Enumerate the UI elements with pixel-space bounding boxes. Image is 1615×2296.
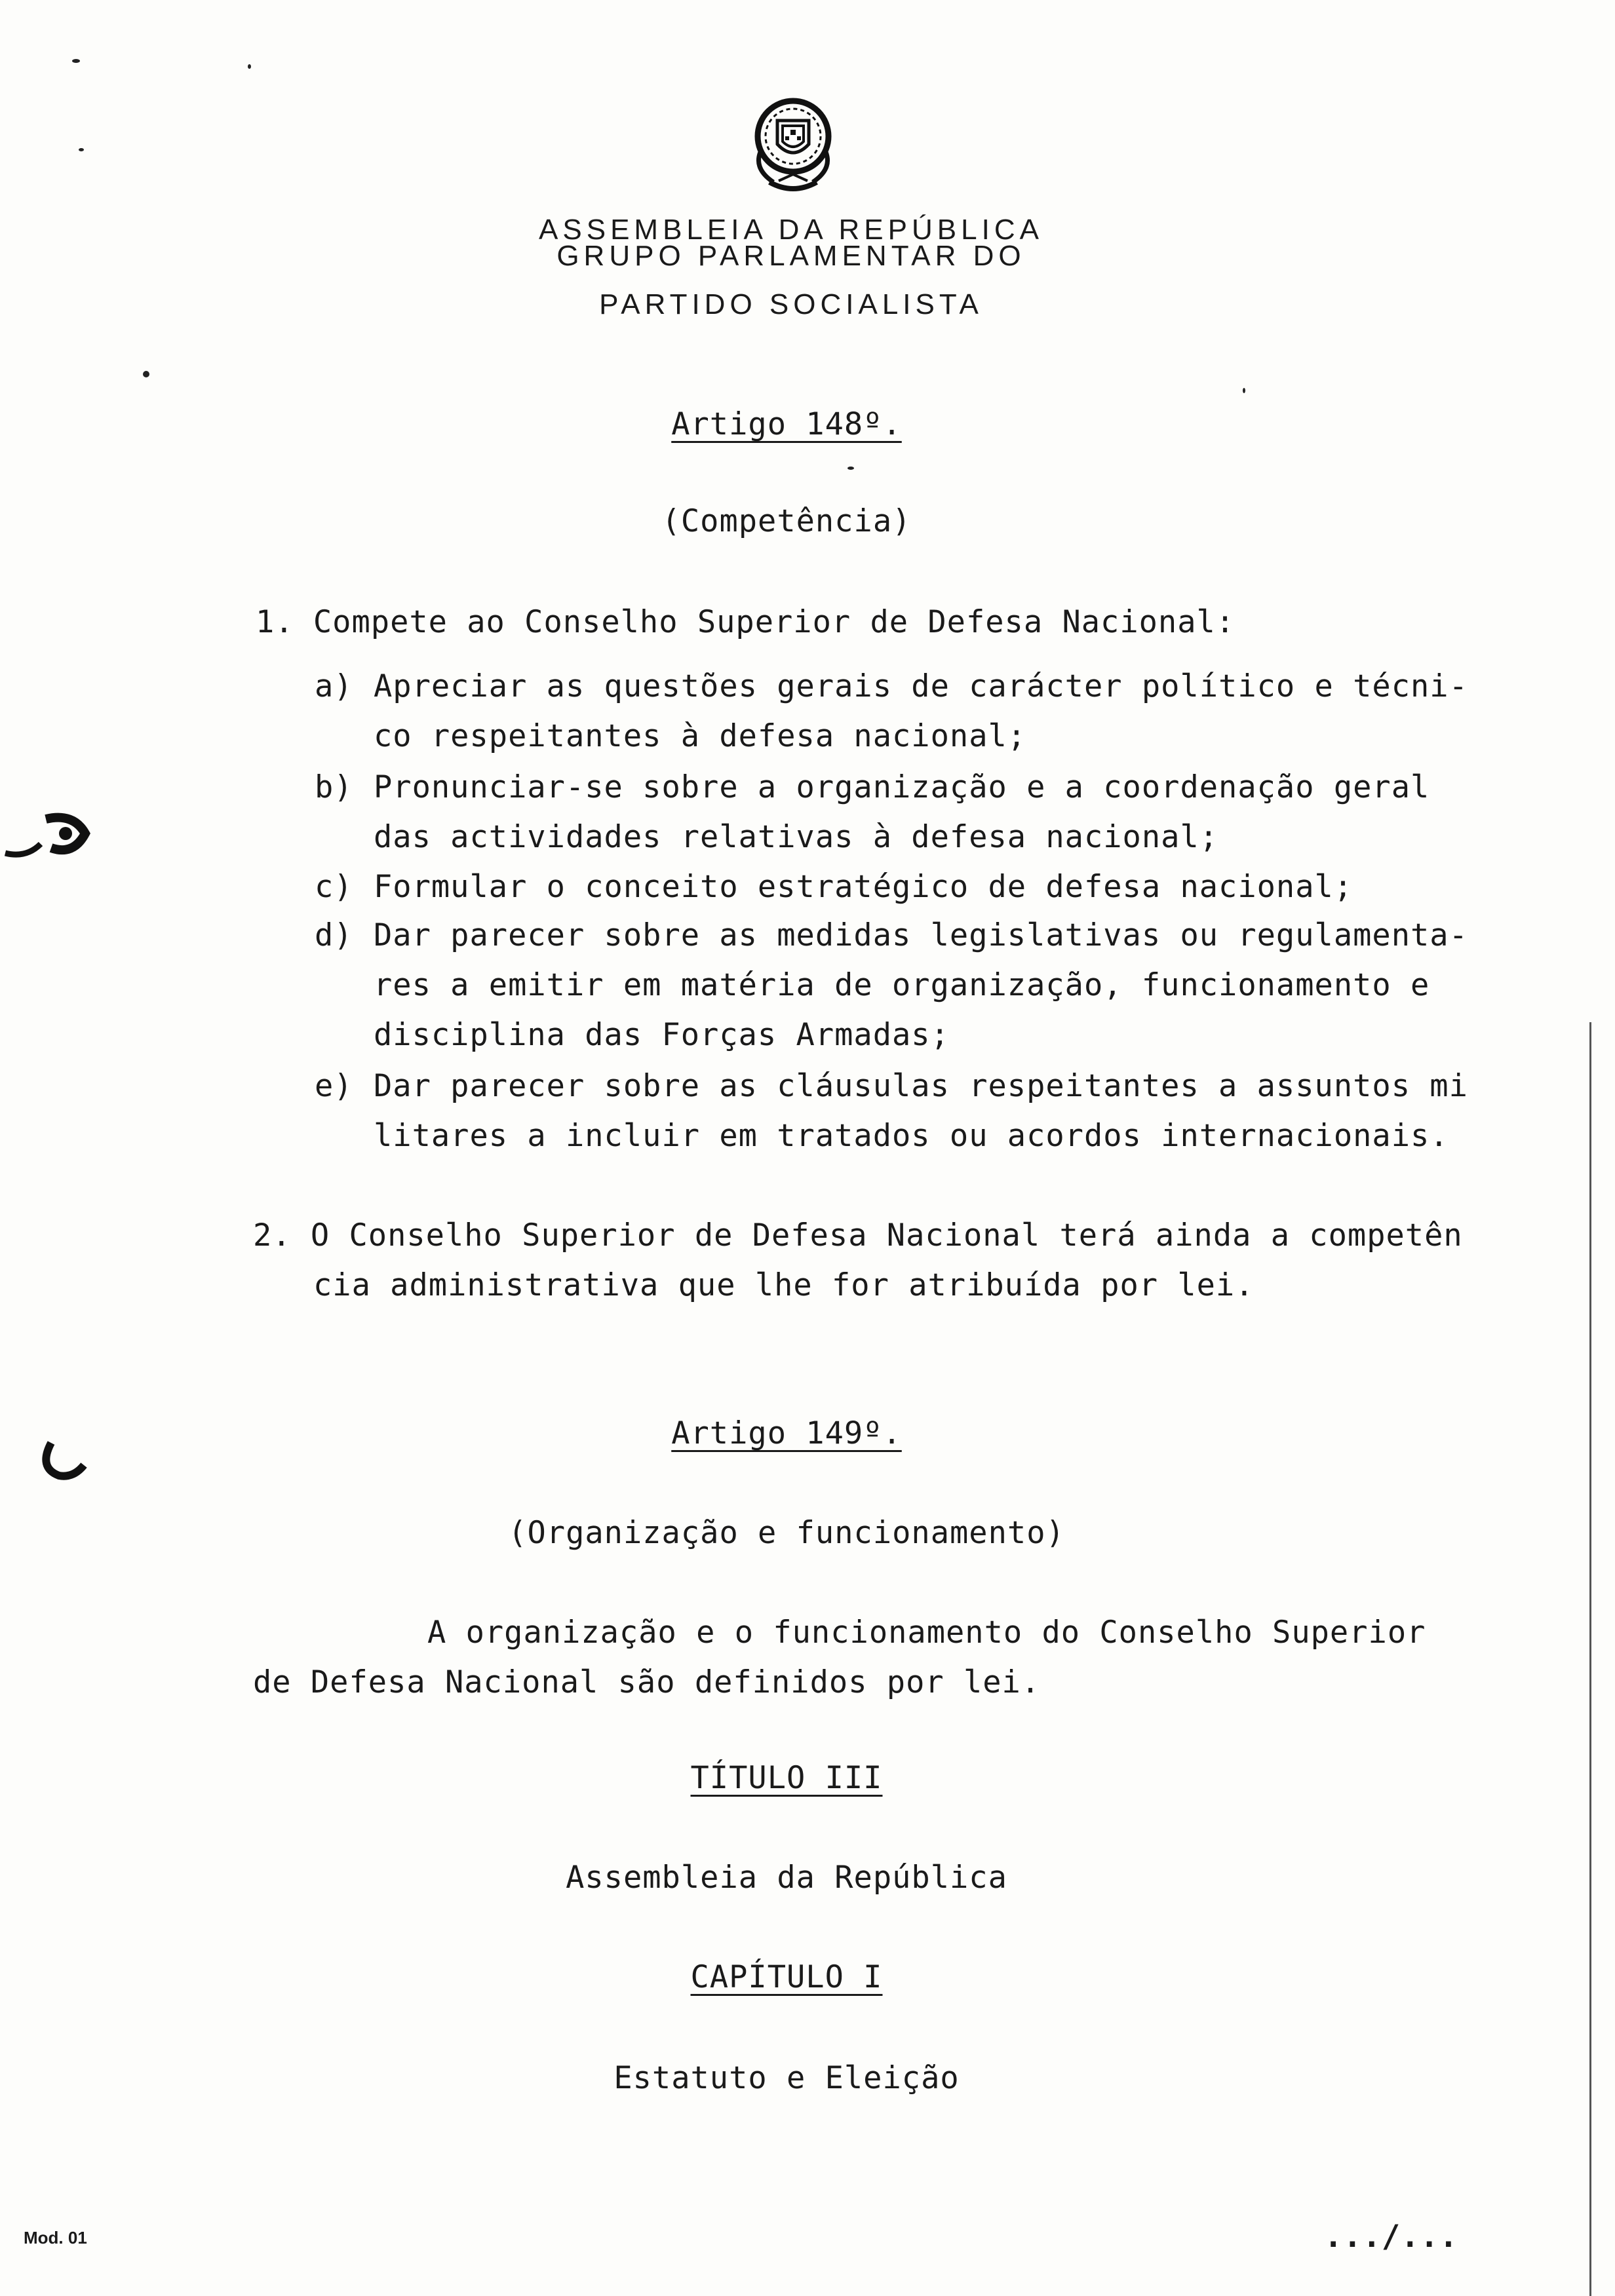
article-148-title: Artigo 148º. — [671, 406, 902, 442]
list-item-marker: a) — [315, 668, 353, 704]
list-item-d-line-1: Dar parecer sobre as medidas legislativas ou regulamenta- — [374, 917, 1468, 953]
scan-edge-line — [1589, 1022, 1591, 2296]
title-iii-label: TÍTULO III — [690, 1760, 883, 1796]
list-item-e-line-1: Dar parecer sobre as cláusulas respeitantes a assuntos mi — [374, 1068, 1468, 1104]
chapter-i-name: Estatuto e Eleição — [613, 2060, 960, 2096]
list-item-a-line-1: Apreciar as questões gerais de carácter político e técni- — [374, 668, 1468, 704]
list-item-marker: e) — [315, 1068, 353, 1104]
article-148-subtitle: (Competência) — [661, 503, 912, 539]
coat-of-arms-icon — [741, 84, 846, 195]
title-iii-name: Assembleia da República — [566, 1860, 1007, 1896]
list-item-marker: c) — [315, 869, 353, 905]
article-149-title: Artigo 149º. — [671, 1415, 902, 1451]
header-assembly-name: ASSEMBLEIA DA REPÚBLICA — [539, 214, 1043, 246]
list-item-marker: d) — [315, 917, 353, 953]
header-group-name: GRUPO PARLAMENTAR DO — [556, 240, 1026, 272]
list-item-d-line-2: res a emitir em matéria de organização, funcionamento e — [374, 967, 1430, 1003]
article-149-text-line-2: de Defesa Nacional são definidos por lei. — [253, 1664, 1041, 1700]
scan-speck — [847, 467, 854, 470]
article-149-text-line-1: A organização e o funcionamento do Conselho Superior — [427, 1615, 1426, 1651]
list-item-a-line-2: co respeitantes à defesa nacional; — [374, 718, 1027, 754]
scan-speck — [72, 59, 80, 63]
scan-speck — [143, 371, 149, 377]
list-item-e-line-2: litares a incluir em tratados ou acordos internacionais. — [374, 1118, 1449, 1154]
scan-speck — [79, 148, 84, 151]
list-item-b-line-2: das actividades relativas à defesa nacional; — [374, 819, 1219, 855]
article-148-paragraph-1: 1. Compete ao Conselho Superior de Defesa Nacional: — [256, 604, 1236, 640]
continuation-mark: .../... — [1324, 2219, 1459, 2255]
chapter-i-label: CAPÍTULO I — [690, 1959, 883, 1995]
hole-punch-mark-icon — [0, 793, 105, 865]
form-number: Mod. 01 — [24, 2228, 87, 2248]
list-item-c-line-1: Formular o conceito estratégico de defesa nacional; — [374, 869, 1353, 905]
article-149-subtitle: (Organização e funcionamento) — [508, 1515, 1065, 1551]
list-item-b-line-1: Pronunciar-se sobre a organização e a coordenação geral — [374, 769, 1430, 805]
list-item-d-line-3: disciplina das Forças Armadas; — [374, 1017, 950, 1053]
scan-speck — [248, 64, 251, 69]
scan-speck — [1243, 388, 1245, 393]
article-148-paragraph-2-line-1: 2. O Conselho Superior de Defesa Nacional terá ainda a competên — [253, 1217, 1463, 1253]
article-148-paragraph-2-line-2: cia administrativa que lhe for atribuída por lei. — [313, 1267, 1255, 1303]
list-item-marker: b) — [315, 769, 353, 805]
header-party-name: PARTIDO SOCIALISTA — [599, 288, 983, 320]
